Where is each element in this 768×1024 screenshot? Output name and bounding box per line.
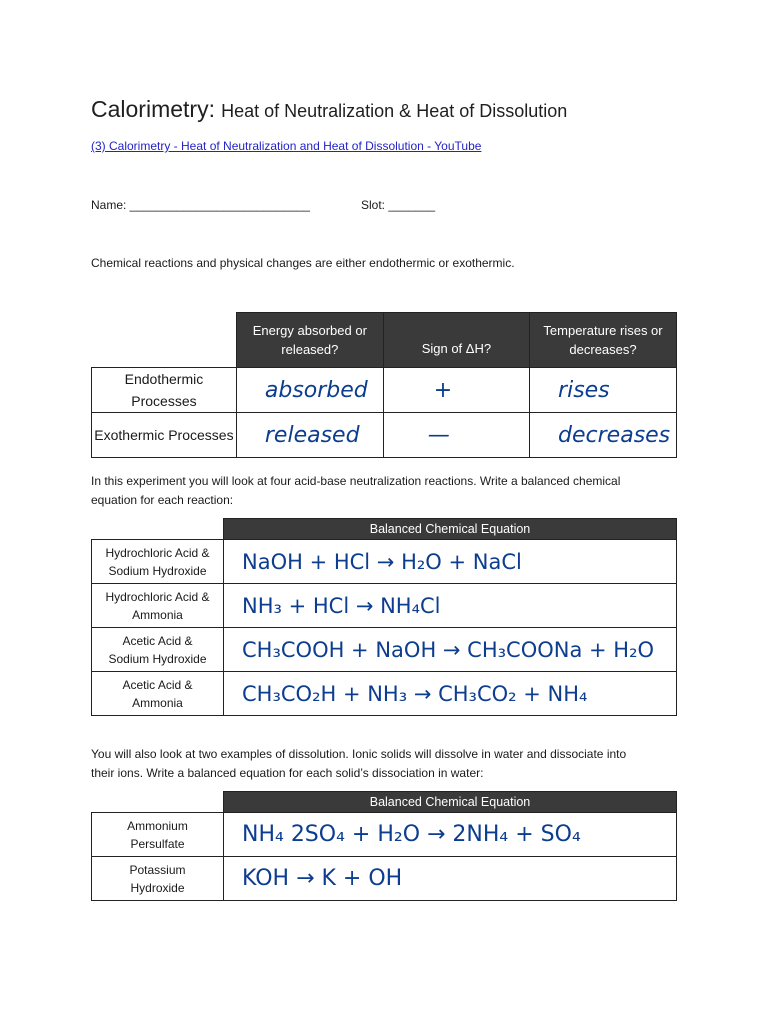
equation-answer: NH₃ + HCl → NH₄Cl bbox=[224, 584, 677, 628]
equation-header: Balanced Chemical Equation bbox=[224, 519, 677, 540]
name-field: Name: ___________________________ bbox=[91, 198, 310, 212]
dissolution-intro: You will also look at two examples of dissolution. Ionic solids will dissolve in water and dissociate into their ions. Write a balanced equation for each solid’s dissociation in water: bbox=[91, 747, 627, 780]
youtube-link[interactable]: (3) Calorimetry - Heat of Neutralization and Heat of Dissolution - YouTube bbox=[91, 139, 482, 153]
table-row bbox=[92, 628, 677, 672]
reaction-label: Acetic Acid & Sodium Hydroxide bbox=[92, 628, 224, 672]
table-row bbox=[92, 540, 677, 584]
neutralization-intro: In this experiment you will look at four acid-base neutralization reactions. Write a balanced chemical equation for each reaction: bbox=[91, 474, 621, 507]
header-temp: Temperature rises or decreases? bbox=[530, 313, 677, 368]
row-label: Exothermic Processes bbox=[92, 413, 237, 458]
neutralization-table bbox=[91, 518, 677, 716]
temp-answer: rises bbox=[530, 368, 677, 413]
intro-text: Chemical reactions and physical changes are either endothermic or exothermic. bbox=[91, 256, 515, 270]
equation-answer: KOH → K + OH bbox=[224, 857, 677, 901]
table-row bbox=[92, 857, 677, 901]
table-row bbox=[92, 413, 677, 458]
slot-field: Slot: _______ bbox=[361, 198, 436, 212]
equation-answer: CH₃CO₂H + NH₃ → CH₃CO₂ + NH₄ bbox=[224, 672, 677, 716]
solid-label: Potassium Hydroxide bbox=[92, 857, 224, 901]
reaction-label: Hydrochloric Acid & Ammonia bbox=[92, 584, 224, 628]
reaction-label: Hydrochloric Acid & Sodium Hydroxide bbox=[92, 540, 224, 584]
solid-label: Ammonium Persulfate bbox=[92, 813, 224, 857]
equation-answer: CH₃COOH + NaOH → CH₃COONa + H₂O bbox=[224, 628, 677, 672]
energy-answer: absorbed bbox=[236, 368, 383, 413]
title-sub: Heat of Neutralization & Heat of Dissolution bbox=[221, 101, 568, 121]
temp-answer: decreases bbox=[530, 413, 677, 458]
row-label: Endothermic Processes bbox=[92, 368, 237, 413]
equation-answer: NH₄ 2SO₄ + H₂O → 2NH₄ + SO₄ bbox=[224, 813, 677, 857]
table-row bbox=[92, 813, 677, 857]
equation-answer: NaOH + HCl → H₂O + NaCl bbox=[224, 540, 677, 584]
dissolution-table bbox=[91, 791, 677, 901]
energy-table bbox=[91, 312, 677, 458]
header-sign: Sign of ΔH? bbox=[383, 313, 529, 368]
sign-answer: + bbox=[383, 368, 529, 413]
title-main: Calorimetry: bbox=[91, 96, 215, 122]
table-row bbox=[92, 584, 677, 628]
sign-answer: — bbox=[383, 413, 529, 458]
equation-header: Balanced Chemical Equation bbox=[224, 792, 677, 813]
table-row bbox=[92, 672, 677, 716]
page-title bbox=[91, 96, 567, 123]
table-row bbox=[92, 368, 677, 413]
energy-answer: released bbox=[236, 413, 383, 458]
reaction-label: Acetic Acid & Ammonia bbox=[92, 672, 224, 716]
header-energy: Energy absorbed or released? bbox=[236, 313, 383, 368]
